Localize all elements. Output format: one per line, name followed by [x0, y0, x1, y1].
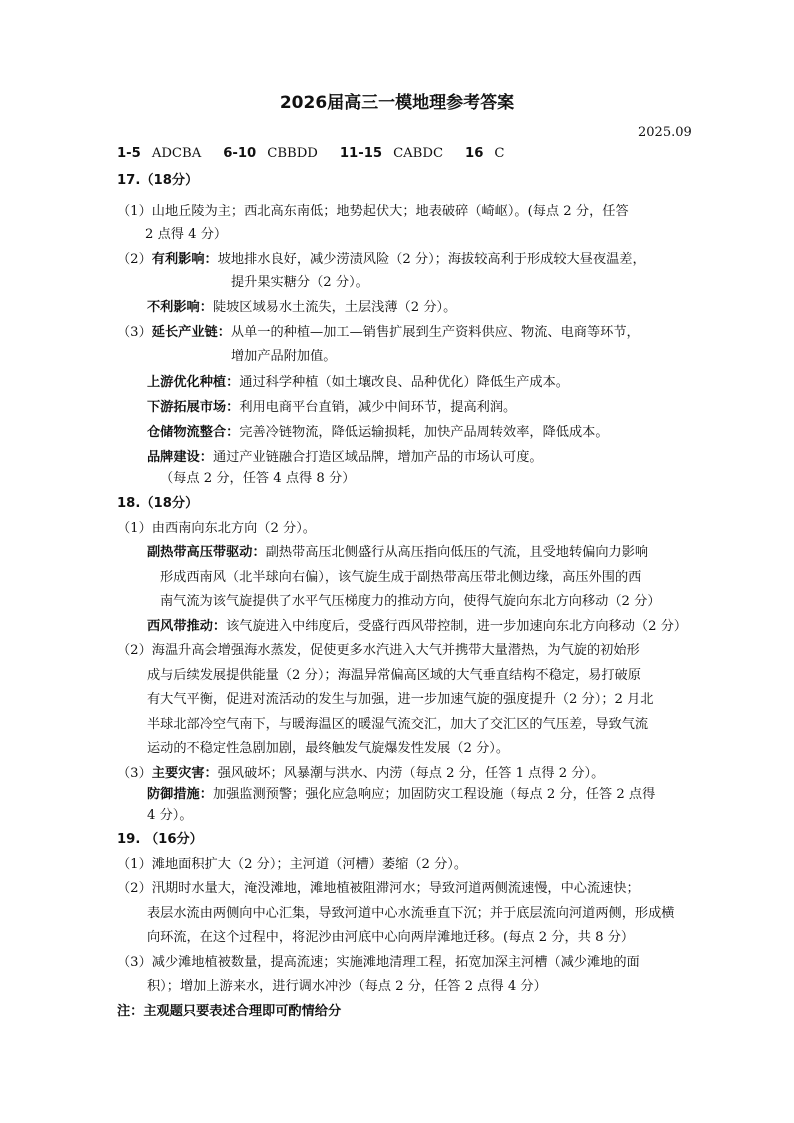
mcq-answers	[117, 145, 504, 163]
point-label: 有利影响：	[151, 252, 218, 267]
q18-defense-line-2: 4 分）。	[147, 808, 193, 823]
point-label: 品牌建设：	[147, 450, 213, 465]
mcq-range: 16	[465, 146, 484, 161]
point-text: 强风破坏；风暴潮与洪水、内涝（每点 2 分，任答 1 点得 2 分）。	[217, 766, 605, 781]
point-text: 副热带高压北侧盛行从高压指向低压的气流，且受地转偏向力影响	[265, 545, 649, 560]
item-number: （3）	[117, 766, 152, 781]
mcq-range: 11-15	[339, 146, 383, 161]
q19-answer-3-line-2: 积）；增加上游来水，进行调水冲沙（每点 2 分，任答 2 点得 4 分）	[147, 979, 547, 994]
q18-answer-3	[117, 765, 604, 783]
q17-answer-1-line-1: （1）山地丘陵为主；西北高东南低；地势起伏大；地表破碎（崎岖）。(每点 2 分，任答	[117, 204, 629, 219]
q18-answer-2-line-4: 半球北部冷空气南下，与暖海温区的暖湿气流交汇，加大了交汇区的气压差，导致气流	[147, 717, 649, 732]
point-label: 主要灾害：	[151, 766, 218, 781]
q17-brand	[147, 449, 543, 467]
mcq-range: 6-10	[223, 146, 257, 161]
point-text: 通过科学种植（如土壤改良、品种优化）降低生产成本。	[239, 375, 569, 390]
mcq-answer: CBBDD	[267, 146, 318, 161]
q18-westerlies	[147, 618, 687, 636]
point-label: 不利影响：	[147, 300, 213, 315]
q17-answer-3-line-2: 增加产品附加值。	[231, 349, 337, 364]
mcq-answer: C	[494, 146, 505, 161]
q17-answer-3-line-1	[117, 324, 640, 342]
q18-heading: 18.（18分）	[117, 496, 199, 511]
point-text: 坡地排水良好，减少涝渍风险（2 分）；海拔较高利于形成较大昼夜温差，	[217, 252, 646, 267]
page-title: 2026届高三一模地理参考答案	[279, 93, 515, 113]
point-label: 仓储物流整合：	[147, 425, 240, 440]
q18-subtropical-line-1	[147, 544, 648, 562]
q18-subtropical-line-2: 形成西南风（北半球向右偏），该气旋生成于副热带高压带北侧边缘，高压外围的西	[160, 570, 642, 585]
q18-answer-1: （1）由西南向东北方向（2 分）。	[117, 521, 316, 536]
q17-answer-2-line-1	[117, 251, 646, 269]
point-label: 上游优化种植：	[147, 375, 240, 390]
item-number: （2）	[117, 252, 152, 267]
q19-answer-2-line-1: （2）汛期时水量大，淹没滩地，滩地植被阻滞河水；导致河道两侧流速慢，中心流速快；	[117, 881, 640, 896]
q17-answer-2-line-2: 提升果实糖分（2 分）。	[231, 275, 369, 290]
item-number: （3）	[117, 325, 152, 340]
q18-answer-2-line-5: 运动的不稳定性急剧加剧，最终触发气旋爆发性发展（2 分）。	[147, 741, 510, 756]
date-label: 2025.09	[638, 125, 692, 140]
q18-answer-2-line-3: 有大气平衡，促进对流活动的发生与加强，进一步加速气旋的强度提升（2 分）；2 月北	[147, 692, 654, 707]
q18-defense-line-1	[147, 786, 655, 804]
point-label: 下游拓展市场：	[147, 400, 240, 415]
point-text: 完善冷链物流，降低运输损耗，加快产品周转效率，降低成本。	[239, 425, 609, 440]
q17-answer-1-line-2: 2 点得 4 分）	[145, 227, 228, 242]
q19-answer-1: （1）滩地面积扩大（2 分）；主河道（河槽）萎缩（2 分）。	[117, 857, 468, 872]
q17-storage	[147, 424, 609, 442]
point-label: 副热带高压带驱动：	[147, 545, 266, 560]
point-label: 防御措施：	[147, 787, 213, 802]
footnote: 注：主观题只要表述合理即可酌情给分	[117, 1004, 342, 1019]
mcq-answer: CABDC	[393, 146, 444, 161]
q18-answer-2-line-1: （2）海温升高会增强海水蒸发，促使更多水汽进入大气并携带大量潜热，为气旋的初始形	[117, 643, 640, 658]
q18-answer-2-line-2: 成与后续发展提供能量（2 分）；海温异常偏高区域的大气垂直结构不稳定，易打破原	[147, 668, 641, 683]
q19-answer-3-line-1: （3）减少滩地植被数量，提高流速；实施滩地清理工程，拓宽加深主河槽（减少滩地的面	[117, 955, 640, 970]
q17-heading: 17.（18分）	[117, 173, 199, 188]
mcq-range: 1-5	[117, 146, 141, 161]
point-text: 利用电商平台直销，减少中间环节，提高利润。	[239, 400, 517, 415]
point-text: 从单一的种植—加工—销售扩展到生产资料供应、物流、电商等环节，	[230, 325, 640, 340]
q19-heading: 19. （16分）	[117, 832, 203, 847]
point-label: 延长产业链：	[151, 325, 231, 340]
q19-answer-2-line-2: 表层水流由两侧向中心汇集，导致河道中心水流垂直下沉；并于底层流向河道两侧，形成横	[147, 906, 675, 921]
point-text: 陡坡区域易水土流失，土层浅薄（2 分）。	[212, 300, 457, 315]
q17-downstream	[147, 399, 516, 417]
q19-answer-2-line-3: 向环流，在这个过程中，将泥沙由河底中心向两岸滩地迁移。(每点 2 分，共 8 分）	[147, 930, 635, 945]
q17-score-note: （每点 2 分，任答 4 点得 8 分）	[160, 471, 356, 486]
point-text: 加强监测预警；强化应急响应；加固防灾工程设施（每点 2 分，任答 2 点得	[212, 787, 656, 802]
point-label: 西风带推动：	[147, 619, 227, 634]
point-text: 该气旋进入中纬度后，受盛行西风带控制，进一步加速向东北方向移动（2 分）	[226, 619, 688, 634]
point-text: 通过产业链融合打造区域品牌，增加产品的市场认可度。	[212, 450, 543, 465]
mcq-answer: ADCBA	[151, 146, 202, 161]
q17-upstream	[147, 374, 569, 392]
q17-answer-2-negative	[147, 299, 456, 317]
q18-subtropical-line-3: 南气流为该气旋提供了水平气压梯度力的推动方向，使得气旋向东北方向移动（2 分）	[160, 594, 661, 609]
